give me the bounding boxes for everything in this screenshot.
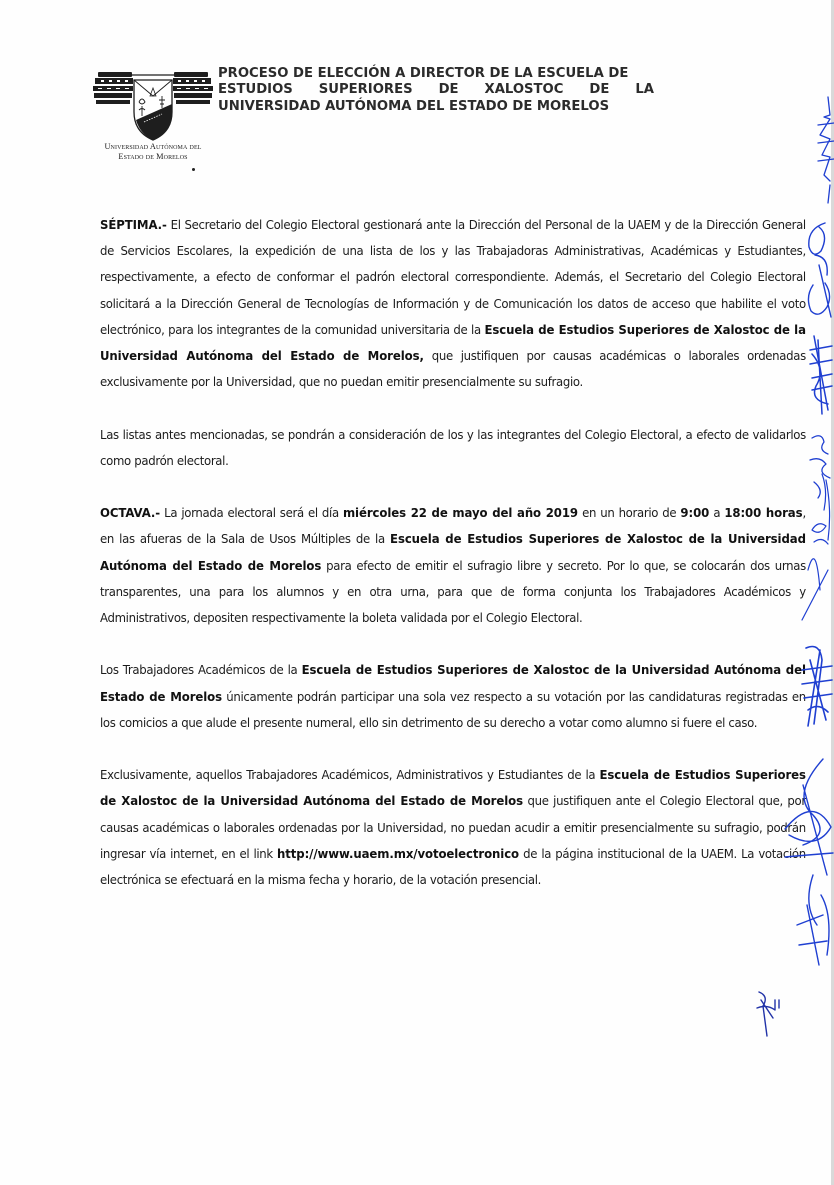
paragraph-septima	[100, 212, 806, 395]
paragraph-text: que justifiquen ante el Colegio Electoral que, por causas académicas o laborales ordenadas por la Universidad, no puedan acudir a emitir presencialmente su sufragio, podrán ingresar vía internet, en el link	[100, 793, 806, 861]
clause-label: OCTAVA.-	[100, 505, 161, 521]
paragraph-text: de la página institucional de la UAEM. La votación electrónica se efectuará en la misma fecha y horario, de la votación presencial.	[100, 845, 806, 888]
paragraph-octava	[100, 500, 806, 631]
paragraph-text: , en las afueras de la Sala de Usos Múltiples de la	[100, 505, 806, 547]
margin-signature-2	[805, 215, 834, 325]
paragraph-text: para efecto de emitir el sufragio libre y secreto. Por lo que, se colocarán dos urnas transparentes, una para los alumnos y en otra urna, para que de forma conjunta los Trabajadores Académicos y Administrativos, depositen respectivamente la boleta validada por el Colegio Electoral.	[100, 557, 806, 626]
paragraph-text: que justifiquen por causas académicas o laborales ordenadas exclusivamente por la Universidad, que no puedan emitir presencialmente su sufragio.	[100, 348, 806, 390]
caption-line-2: Estado de Morelos	[118, 152, 188, 161]
paragraph-text: a	[709, 505, 725, 521]
initials-signature	[753, 988, 787, 1038]
school-name: Escuela de Estudios Superiores de Xalostoc de la Universidad Autónoma del Estado de Morelos	[100, 662, 806, 704]
document-title	[218, 66, 654, 115]
paragraph-text: únicamente podrán participar una sola vez respecto a su votación por las candidaturas registradas en los comicios a que alude el presente numeral, ello sin detrimento de su derecho a votar como alumno si fuere el caso.	[100, 688, 806, 730]
voting-link[interactable]: http://www.uaem.mx/votoelectronico	[277, 845, 520, 861]
paragraph-exclusivamente	[100, 762, 806, 893]
document-body	[100, 212, 806, 893]
caption-line-1: Universidad Autónoma del	[104, 142, 202, 151]
university-logo	[92, 66, 214, 176]
ink-dot	[192, 168, 195, 171]
end-time: 18:00 horas	[724, 505, 803, 521]
paragraph-text: Los Trabajadores Académicos de la	[100, 662, 302, 678]
election-date: miércoles 22 de mayo del año 2019	[342, 505, 578, 521]
start-time: 9:00	[680, 505, 710, 521]
paragraph-listas	[100, 422, 806, 474]
university-name-caption	[92, 142, 214, 162]
uaem-coat-of-arms-icon	[92, 66, 214, 142]
paragraph-text: en un horario de	[577, 505, 681, 521]
margin-signature-1	[800, 95, 834, 205]
paragraph-text: Las listas antes mencionadas, se pondrán a consideración de los y las integrantes del Colegio Electoral, a efecto de validarlos como padrón electoral.	[100, 426, 806, 468]
paragraph-academicos	[100, 657, 806, 736]
clause-label: SÉPTIMA.-	[100, 217, 167, 232]
paragraph-text: La jornada electoral será el día	[160, 505, 343, 521]
school-name: Escuela de Estudios Superiores de Xalostoc de la Universidad Autónoma del Estado de Morelos,	[100, 321, 806, 364]
paragraph-text: Exclusivamente, aquellos Trabajadores Académicos, Administrativos y Estudiantes de la	[100, 767, 600, 783]
title-line-3: UNIVERSIDAD AUTÓNOMA DEL ESTADO DE MORELOS	[218, 98, 610, 114]
title-line-1: PROCESO DE ELECCIÓN A DIRECTOR DE LA ESCUELA DE	[218, 66, 629, 81]
paragraph-text: El Secretario del Colegio Electoral gestionará ante la Dirección del Personal de la UAEM y de la Dirección General de Servicios Escolares, la expedición de una lista de los y las Trabajadoras Administrativas, Académicas y Estudiantes, respectivamente, a efecto de conformar el padrón electoral correspondiente. Además, el Secretario del Colegio Electoral solicitará a la Dirección General de Tecnologías de Información y de Comunicación los datos de acceso que habilite el voto electrónico, para los integrantes de la comunidad universitaria de la	[100, 217, 806, 337]
title-line-2: ESTUDIOS SUPERIORES DE XALOSTOC DE LA	[218, 82, 654, 98]
school-name: Escuela de Estudios Superiores de Xalostoc de la Universidad Autónoma del Estado de Morelos	[100, 767, 806, 809]
school-name: Escuela de Estudios Superiores de Xalostoc de la Universidad Autónoma del Estado de Morelos	[100, 531, 806, 573]
